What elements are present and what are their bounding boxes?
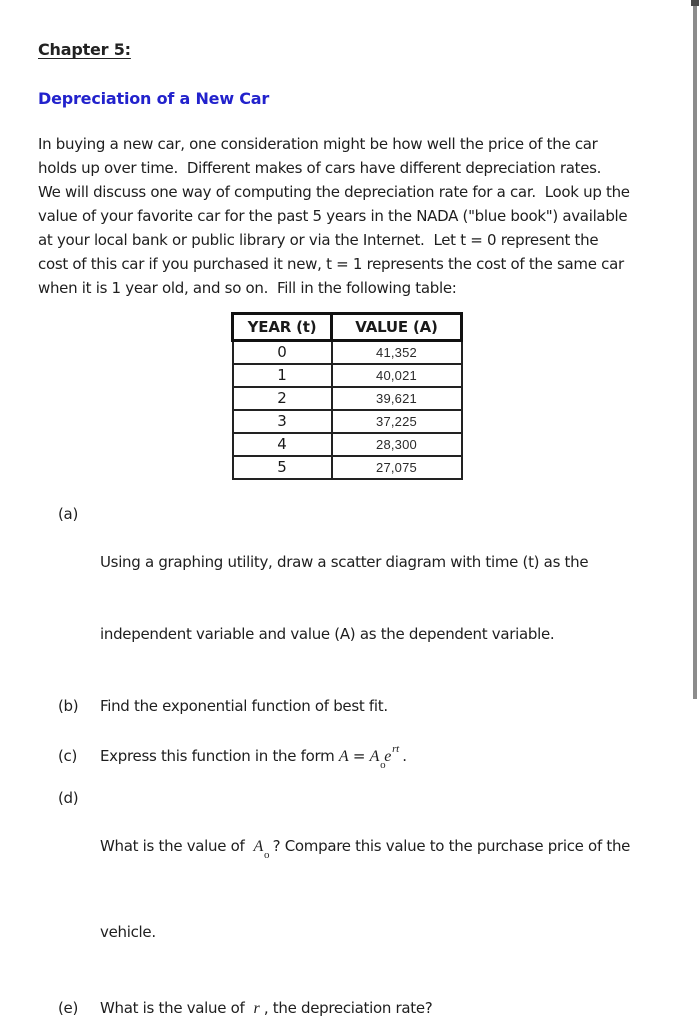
question-d-pre: What is the value of [100,836,254,855]
table-cell-year: 5 [233,456,332,479]
question-d [38,786,654,992]
question-c-pre: Express this function in the form [100,746,339,765]
table-row [233,410,462,433]
question-d-post: ? Compare this value to the purchase price of the [268,836,631,855]
intro-line: when it is 1 year old, and so on. Fill in the following table: [38,279,457,297]
intro-line: We will discuss one way of computing the depreciation rate for a car. Look up the [38,183,630,201]
formula-exponent: rt [392,742,399,755]
formula-var-A: A [338,747,349,765]
table-row [233,387,462,410]
formula-var-A: A [253,837,263,855]
intro-paragraph [38,132,654,300]
formula-e: e [384,747,392,765]
depreciation-table [231,312,463,480]
intro-line: cost of this car if you purchased it new, t = 1 represents the cost of the same car [38,255,624,273]
intro-line: at your local bank or public library or via the Internet. Let t = 0 represent the [38,231,599,249]
question-a-line1: Using a graphing utility, draw a scatter diagram with time (t) as the [100,552,589,571]
question-c-post: . [397,746,407,765]
question-text [100,502,588,694]
table-cell-value: 28,300 [332,433,462,456]
scrollbar-top-cap [691,0,699,6]
table-cell-year: 1 [233,364,332,387]
table-row [233,364,462,387]
question-a [38,502,654,694]
question-label: (a) [58,504,78,523]
table-header-value: VALUE (A) [332,314,462,341]
question-label: (b) [58,696,79,715]
intro-line: In buying a new car, one consideration might be how well the price of the car [38,135,598,153]
table-cell-value: 40,021 [332,364,462,387]
question-text [100,996,432,1021]
question-b [38,694,654,718]
intro-line: value of your favorite car for the past 5 years in the NADA ("blue book") available [38,207,628,225]
table-row [233,341,462,364]
formula-subscript: o [263,848,270,861]
table-cell-value: 37,225 [332,410,462,433]
question-d-line1 [100,834,630,860]
question-label: (e) [58,998,79,1017]
scrollbar[interactable] [693,0,697,699]
question-label: (c) [58,746,78,765]
table-cell-value: 27,075 [332,456,462,479]
page-title: Depreciation of a New Car [38,89,270,108]
formula-var-r: r [253,999,260,1017]
question-text: Find the exponential function of best fit. [100,696,388,715]
table-cell-year: 0 [233,341,332,364]
question-e-pre: What is the value of [100,998,254,1017]
table-row [233,433,462,456]
question-e [38,996,654,1021]
question-a-line2: independent variable and value (A) as the dependent variable. [100,624,555,643]
chapter-heading: Chapter 5: [38,40,131,59]
question-d-line2: vehicle. [100,922,156,941]
question-list [38,502,654,1021]
question-e-post: , the depreciation rate? [259,998,433,1017]
question-c [38,736,654,770]
table-cell-year: 2 [233,387,332,410]
table-cell-value: 39,621 [332,387,462,410]
table-cell-value: 41,352 [332,341,462,364]
question-text [100,744,407,770]
table-cell-year: 4 [233,433,332,456]
intro-line: holds up over time. Different makes of cars have different depreciation rates. [38,159,602,177]
table-header-year: YEAR (t) [233,314,332,341]
formula-subscript: o [380,758,386,771]
formula-base-A: A [369,747,380,765]
table-row [233,456,462,479]
formula-equals: = [348,746,370,765]
question-text [100,786,630,992]
question-label: (d) [58,788,79,807]
table-header-row [233,314,462,341]
table-cell-year: 3 [233,410,332,433]
